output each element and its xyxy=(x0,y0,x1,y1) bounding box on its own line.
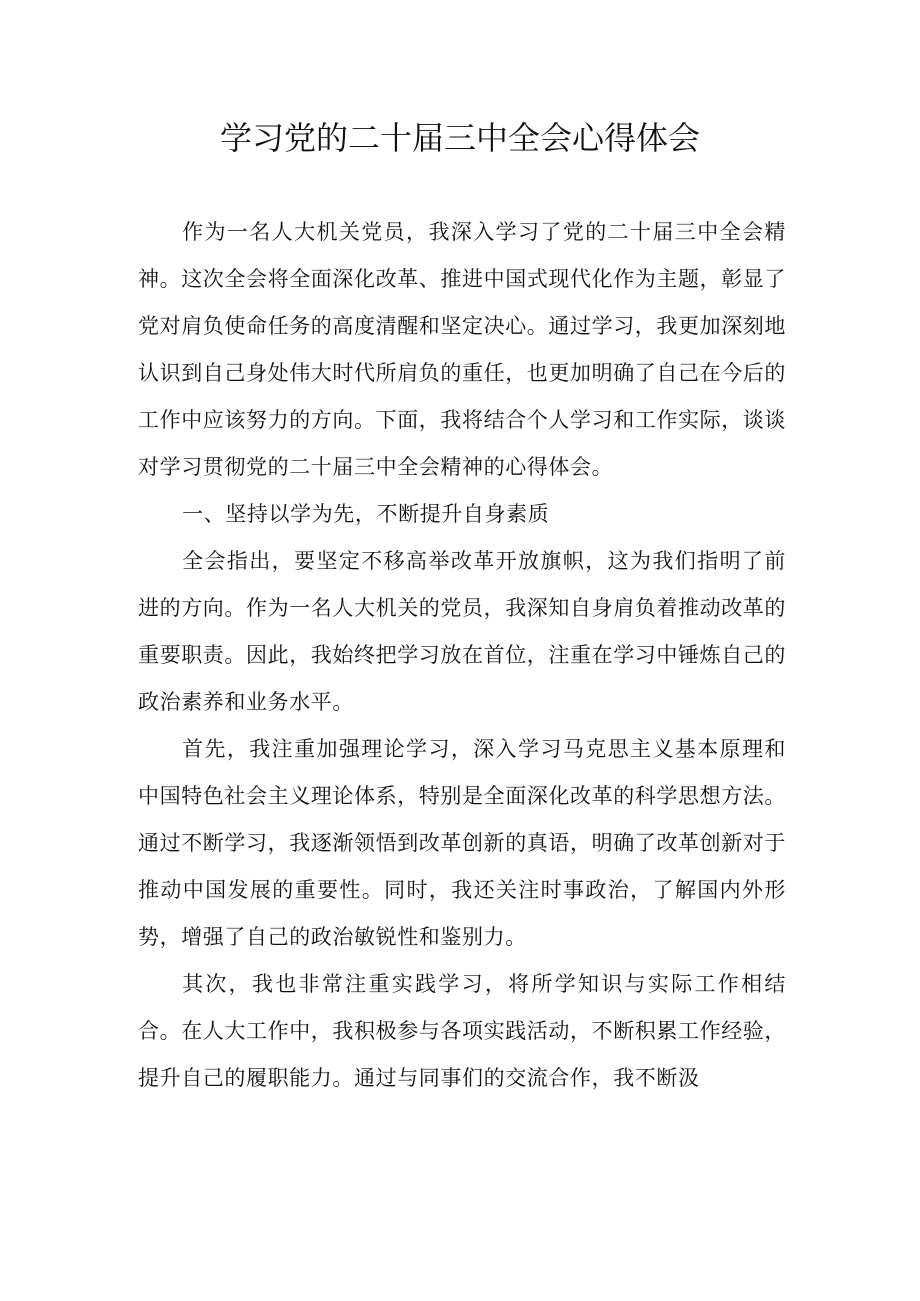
paragraph-section1-intro: 全会指出，要坚定不移高举改革开放旗帜，这为我们指明了前进的方向。作为一名人大机关的党员，我深知自身肩负着推动改革的重要职责。因此，我始终把学习放在首位，注重在学习中锤炼自己的政治素养和业务水平。 xyxy=(138,549,786,714)
paragraph-intro: 作为一名人大机关党员，我深入学习了党的二十届三中全会精神。这次全会将全面深化改革、推进中国式现代化作为主题，彰显了党对肩负使命任务的高度清醒和坚定决心。通过学习，我更加深刻地认识到自己身处伟大时代所肩负的重任，也更加明确了自己在今后的工作中应该努力的方向。下面，我将结合个人学习和工作实际，谈谈对学习贯彻党的二十届三中全会精神的心得体会。 xyxy=(138,220,786,479)
paragraph-practice-study: 其次，我也非常注重实践学习，将所学知识与实际工作相结合。在人大工作中，我积极参与各项实践活动，不断积累工作经验，提升自己的履职能力。通过与同事们的交流合作，我不断汲 xyxy=(138,972,786,1090)
paragraph-theory-study: 首先，我注重加强理论学习，深入学习马克思主义基本原理和中国特色社会主义理论体系，特别是全面深化改革的科学思想方法。通过不断学习，我逐渐领悟到改革创新的真语，明确了改革创新对于推动中国发展的重要性。同时，我还关注时事政治，了解国内外形势，增强了自己的政治敏锐性和鉴别力。 xyxy=(138,737,786,949)
document-body xyxy=(138,209,786,1102)
section-heading-1: 一、坚持以学为先，不断提升自身素质 xyxy=(182,502,550,526)
document-title: 学习党的二十届三中全会心得体会 xyxy=(219,119,700,157)
